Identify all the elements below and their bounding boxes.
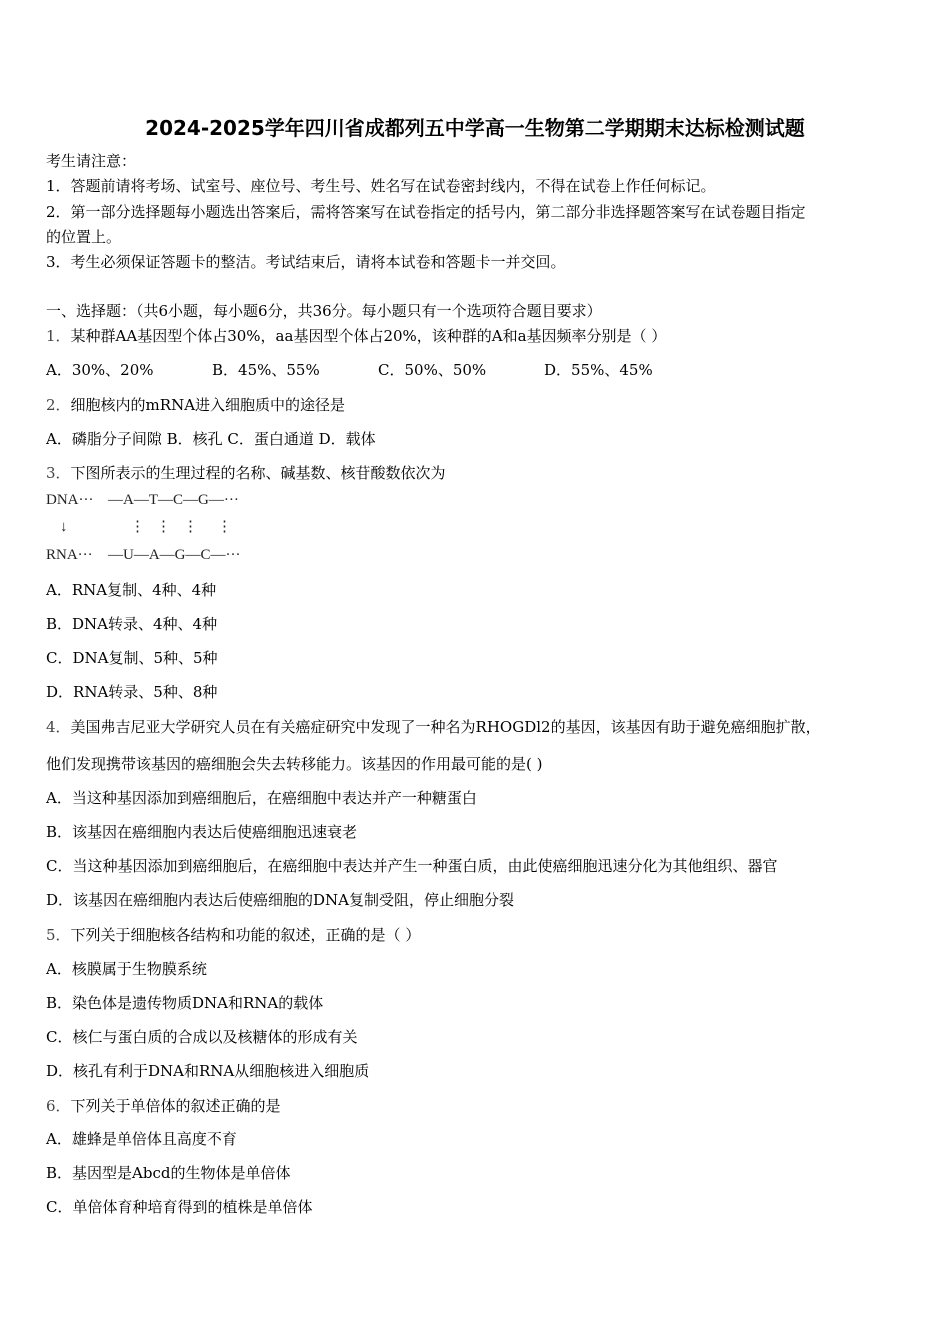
option-c[interactable]: C．单倍体育种培育得到的植株是单倍体 <box>46 1198 313 1216</box>
option-b[interactable]: B．该基因在癌细胞内表达后使癌细胞迅速衰老 <box>46 823 358 841</box>
option-a[interactable]: A．30%、20% <box>46 361 154 379</box>
notice-heading: 考生请注意： <box>46 152 137 170</box>
notice-item-2-cont: 的位置上。 <box>46 228 122 246</box>
question-number: 1． <box>46 327 71 345</box>
question-stem: 某种群AA基因型个体占30%，aa基因型个体占20%，该种群的A和a基因频率分别是（ ） <box>70 327 667 345</box>
option-c[interactable]: C．当这种基因添加到癌细胞后，在癌细胞中表达并产生一种蛋白质，由此使癌细胞迅速分化为其他组织、器官 <box>46 857 778 875</box>
question-stem: 下列关于单倍体的叙述正确的是 <box>70 1097 281 1115</box>
question-4-stem-cont: 他们发现携带该基因的癌细胞会失去转移能力。该基因的作用最可能的是( ) <box>46 755 543 773</box>
option-d[interactable]: D．核孔有利于DNA和RNA从细胞核进入细胞质 <box>46 1062 370 1080</box>
option-d[interactable]: D．该基因在癌细胞内表达后使癌细胞的DNA复制受阻，停止细胞分裂 <box>46 891 515 909</box>
question-stem: 下图所表示的生理过程的名称、碱基数、核苷酸数依次为 <box>70 464 446 482</box>
option-c[interactable]: C．50%、50% <box>378 361 487 379</box>
option-d[interactable]: D．55%、45% <box>544 361 653 379</box>
option-b[interactable]: B．基因型是Abcd的生物体是单倍体 <box>46 1164 291 1182</box>
question-5 <box>46 926 420 944</box>
question-number: 4． <box>46 718 71 736</box>
dna-sequence: —A—T—C—G—··· <box>108 492 239 508</box>
question-1 <box>46 327 666 345</box>
dna-label: DNA··· <box>46 492 94 508</box>
pair-mark: ⋮ <box>183 519 198 535</box>
arrow-down-icon: ↓ <box>60 519 68 535</box>
notice-item-1: 1．答题前请将考场、试室号、座位号、考生号、姓名写在试卷密封线内，不得在试卷上作任何标记。 <box>46 177 716 195</box>
pair-mark: ⋮ <box>130 519 145 535</box>
section-heading: 一、选择题：（共6小题，每小题6分，共36分。每小题只有一个选项符合题目要求） <box>46 302 602 320</box>
question-4 <box>46 718 821 736</box>
question-6 <box>46 1097 281 1115</box>
option-a[interactable]: A．RNA复制、4种、4种 <box>46 581 217 599</box>
page-title: 2024-2025学年四川省成都列五中学高一生物第二学期期末达标检测试题 <box>145 116 805 140</box>
question-number: 6． <box>46 1097 71 1115</box>
question-number: 2． <box>46 396 71 414</box>
option-a[interactable]: A．雄蜂是单倍体且高度不育 <box>46 1130 237 1148</box>
transcription-diagram <box>46 487 276 567</box>
question-number: 5． <box>46 926 71 944</box>
question-2-options[interactable]: A．磷脂分子间隙 B．核孔 C．蛋白通道 D．载体 <box>46 430 376 448</box>
rna-label: RNA··· <box>46 547 93 563</box>
question-1-options <box>46 361 653 379</box>
option-c[interactable]: C．DNA复制、5种、5种 <box>46 649 218 667</box>
option-b[interactable]: B．DNA转录、4种、4种 <box>46 615 218 633</box>
option-c[interactable]: C．核仁与蛋白质的合成以及核糖体的形成有关 <box>46 1028 358 1046</box>
question-stem: 下列关于细胞核各结构和功能的叙述，正确的是（ ） <box>70 926 421 944</box>
question-stem: 细胞核内的mRNA进入细胞质中的途径是 <box>70 396 346 414</box>
question-stem: 美国弗吉尼亚大学研究人员在有关癌症研究中发现了一种名为RHOGDl2的基因，该基因有助于避免癌细胞扩散， <box>70 718 821 736</box>
option-b[interactable]: B．45%、55% <box>212 361 320 379</box>
notice-item-3: 3．考生必须保证答题卡的整洁。考试结束后，请将本试卷和答题卡一并交回。 <box>46 253 566 271</box>
option-d[interactable]: D．RNA转录、5种、8种 <box>46 683 218 701</box>
option-a[interactable]: A．当这种基因添加到癌细胞后，在癌细胞中表达并产一种糖蛋白 <box>46 789 477 807</box>
question-2 <box>46 396 345 414</box>
rna-sequence: —U—A—G—C—··· <box>108 547 241 563</box>
notice-item-2: 2．第一部分选择题每小题选出答案后，需将答案写在试卷指定的括号内，第二部分非选择题答案写在试卷题目指定 <box>46 203 806 221</box>
option-b[interactable]: B．染色体是遗传物质DNA和RNA的载体 <box>46 994 324 1012</box>
pair-mark: ⋮ <box>156 519 171 535</box>
question-3 <box>46 464 446 482</box>
pair-mark: ⋮ <box>217 519 232 535</box>
option-a[interactable]: A．核膜属于生物膜系统 <box>46 960 207 978</box>
question-number: 3． <box>46 464 71 482</box>
